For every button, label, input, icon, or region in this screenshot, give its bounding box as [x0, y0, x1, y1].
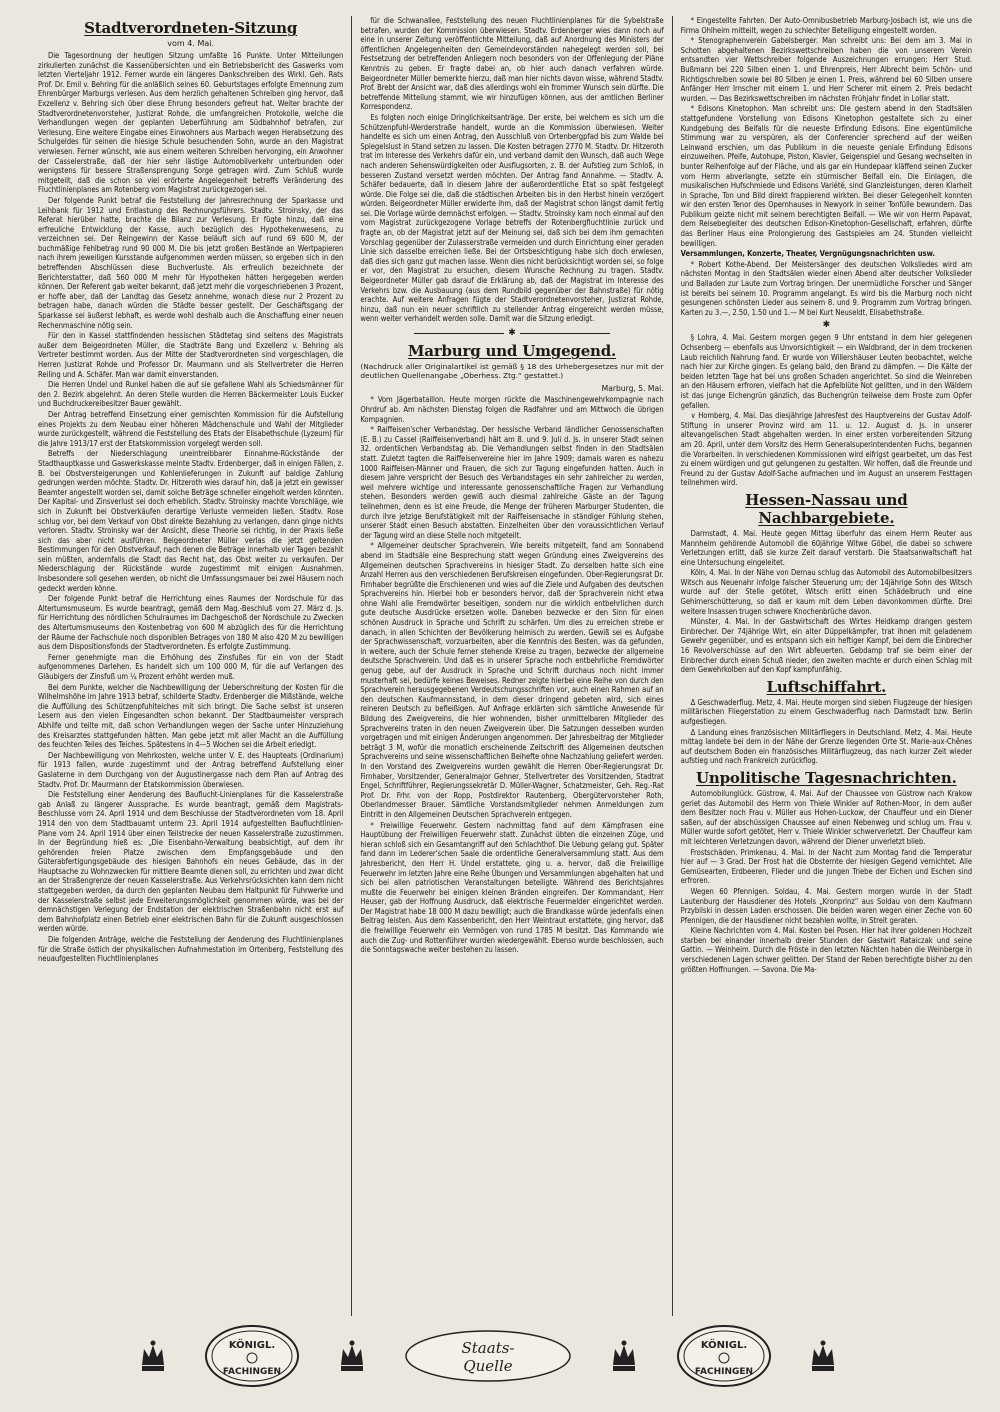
article-paragraph: Der folgende Punkt betraf die Herrichtung eines Raumes der Nordschule für das Altertumsmuseum. Es wurde beantragt, gemäß dem Mag.-Beschluß vom 27. März d. Js. für Herrichtung des nördlichen Schulraumes im Dachgeschoß der Nordschule zu Zwecken des Altertumsmuseums den Kostenbetrag von 600 M abzüglich des für die Herrichtung der Räume der Fachschule noch disponiblen Betrages von 180 M also 420 M zu bewilligen aus dem Dispositionsfonds der Stadtverordneten. Es erfolgte Zustimmung.: [38, 594, 344, 652]
events-items: [681, 260, 972, 318]
svg-text:Staats-: Staats-: [461, 1339, 515, 1357]
local-items: [681, 16, 972, 248]
unpol-item: Automobilunglück. Güstrow, 4. Mai. Auf der Chaussee von Güstrow nach Krakow geriet das Automobil des Herrn von Thiele Winkler auf Rothen-Moor, in dem außer dem Besitzer noch Frau v. Müller aus Hohen-Luckow, der Chauffeur und ein Diener saßen, auf der abschüssigen Chaussee auf einen Nebenweg und schlug um. Frau v. Müller wurde sofort getötet, Herr v. Thiele Winkler schwerverletzt. Der Chauffeur kam mit leichteren Verletzungen davon, während der Diener unverletzt blieb.: [680, 788, 973, 846]
article-paragraph: Der Antrag betreffend Einsetzung einer gemischten Kommission für die Aufstellung eines Projekts zu dem Neubau einer höheren Mädchenschule und Wahl der Mitglieder wurde zurückgestellt, während die Feststellung des Etats der Elisabethschule (Lyzeum) für die Jahre 1913/17 erst der Etatskommission vorgelegt werden soll.: [38, 409, 344, 448]
luft-items: [681, 698, 972, 766]
news-item: * Raiffeisen'scher Verbandstag. Der hessische Verband ländlicher Genossenschaften (E. B.) zu Cassel (Raiffeisenverband) hält am 8. und 9. Juli d. Js. in unserer Stadt seinen 32. ordentlichen Verbandstag ab. Die Verhandlungen selbst finden in den Stadtsälen statt. Zuletzt tagten die Raiffeisenvereine hier im Jahre 1909; damals waren es nahezu 1000 Raiffeisen-Männer und Frauen, die sich zur Tagung eingefunden hatten. Auch in diesem Jahre verspricht der Besuch des Verbandstages ein sehr zahlreicher zu werden, weil mehrere wichtige und interessante genossenschaftliche Fragen zur Verhandlung stehen. Besonders werden gewiß auch diesmal zahlreiche Gäste an der Tagung teilnehmen, denn es ist eine Freude, die Menge der früheren Marburger Studenten, die durch ihre jetzige Berufstätigkeit mit der Raiffeisensache in ständiger Fühlung stehen, unserer Stadt einen Besuch abstatten. Einzelheiten über den voraussichtlichen Verlauf der Tagung wird an diese Stelle noch mitgeteilt.: [360, 425, 664, 540]
region-items: [681, 333, 972, 488]
hessen-item: Köln, 4. Mai. In der Nähe von Dernau schlug das Automobil des Automobilbesitzers Witsch aus Neuenahr infolge falscher Steuerung um; der 14jährige Sohn des Witsch wurde auf der Stelle getötet, Witsch erlitt einen Schädelbruch und eine Gehirnerschütterung, so daß er kaum mit dem Leben davonkommen dürfte. Drei weitere Insassen trugen schwere Knochenbrüche davon.: [680, 568, 973, 616]
unpol-heading: Unpolitische Tagesnachrichten.: [696, 768, 957, 787]
news-item: * Freiwillige Feuerwehr. Gestern nachmittag fand auf dem Kämpfrasen eine Hauptübung der Freiwilligen Feuerwehr statt. Zunächst übten die einzelnen Züge, und hieran schloß sich ein Gesamtangriff auf den Schlachthof. Die Uebung gelang gut. Später fand dann im Lederer'schen Saale die ordentliche Generalversammlung statt. Aus dem Jahresbericht, den Herr H. Undel erstattete, ging u. a. hervor, daß die Freiwillige Feuerwehr im letzten Jahre eine Reihe Übungen und Versammlungen abgehalten hat und sich bei allen patriotischen Veranstaltungen beteiligte. Während des Berichtsjahres mußte die Feuerwehr bei einigen kleinen Bränden eingreifen. Der Kommandant, Herr Heuser, gab der Hoffnung Ausdruck, daß elektrische Feuermelder eingerichtet werden. Der Magistrat habe 18 000 M dazu bewilligt; auch die Brandkasse würde jedenfalls einen Beitrag leisten. Aus dem Kassenbericht, den Herr Weintraut erstattete, ging hervor, daß die freiwillige Feuerwehr ein Vermögen von rund 1785 M besitzt. Das Kommando wie auch die Zug- und Rottenführer wurden wiedergewählt. Ebenso wurde beschlossen, auch die Sonntagswache weiter bestehen zu lassen.: [360, 820, 664, 955]
fachingen-advertisement: [138, 1318, 838, 1394]
divider-star-icon: ✱: [508, 328, 516, 338]
crown-icon: [609, 1337, 639, 1375]
svg-text:KÖNIGL.: KÖNIGL.: [229, 1340, 276, 1351]
council-body: [38, 51, 343, 934]
article-paragraph: Für den in Kassel stattfindenden hessischen Städtetag sind seitens des Magistrats außer dem Beigeordneten Müller, die Stadträte Bang und Exzellenz v. Behring als Vertreter bestimmt worden. Aus der Mitte der Stadtverordneten sind vorgeschlagen, die Herren Justizrat Rohde und Professor Dr. Maurmann und als Stellvertreter die Herren Reiling und A. Schäfer. Man war damit einverstanden.: [38, 331, 344, 379]
article-paragraph: Die Herren Undel und Runkel haben die auf sie gefallene Wahl als Schiedsmänner für den 2. Bezirk abgelehnt. An deren Stelle wurden die Herren Bäckermeister Louis Eucker und Buchdruckereibesitzer Bauer gewählt.: [38, 380, 344, 409]
article-paragraph: Bei dem Punkte, welcher die Nachbewilligung der Ueberschreitung der Kosten für die Wilhelmshöhe im Jahre 1913 betraf, schilderte Stadtv. Erdenberger die Mißstände, welche die Auffüllung des Schützenpfuhlteiches mit sich bringt. Die Sache selbst ist unseren Lesern aus den vielen Eingesandten schon bekannt. Der Stadtbaumeister versprach Abhilfe und teilte mit, daß schon Verhandlungen wegen der Sache unter Hinzuziehung des Kreisarztes stattgefunden hätten. Man gebe jetzt mit aller Macht an die Auffüllung des feuchten Teiles des Teiches. Spätestens in 4—5 Wochen sei die Arbeit erledigt.: [38, 682, 344, 750]
council-final-paragraph: Die folgenden Anträge, welche die Feststellung der Aenderung des Fluchtlinienplanes für die Straße östlich der physikalischen Aufnahmestation im Ortenberg, Feststellung des neuaufgestellten Fluchtlinienplanes: [38, 935, 344, 964]
svg-text:KÖNIGL.: KÖNIGL.: [700, 1340, 747, 1351]
unpol-item: Kleine Nachrichten vom 4. Mai. Kosten bei Posen. Hier hat ihrer goldenen Hochzeit starben bei einander innerhalb dreier Stunden der Gastwirt Rataiczak und seine Gattin. — Weinheim. Durch die Fröste in den letzten Nächten haben die Weinberge in verschiedenen Lagen schwer gelitten. Der Stand der Reben berechtigte bisher zu den größten Hoffnungen. — Savona. Die Ma-: [680, 926, 973, 974]
article-paragraph: für die Schwanallee, Feststellung des neuen Fluchtlinienplanes für die Sybelstraße betrafen, wurden der Kommission überwiesen. Stadtv. Erdenberger wies dann noch auf eine in unserer Zeitung veröffentlichte Mitteilung, daß auf Anordnung des Ministers der öffentlichen Angelegenheiten den Gemeindevorständen nahegelegt werden soll, bei Festsetzung der betreffenden Anliegern noch besonders von der Offenlegung der Pläne Kenntnis zu geben. Er fragte dabei an, ob hier auch danach verfahren würde. Beigeordneter Müller bemerkte hierzu, daß man hier nichts davon wisse, während Stadtv. Prof. Brebt der Ansicht war, daß dies allerdings wohl ein frommer Wunsch sein dürfte. Die betreffende Mitteilung stammt, wie wir hinzufügen können, aus der amtlichen Berliner Korrespondenz.: [360, 16, 664, 112]
divider-bar: [520, 333, 610, 334]
hessen-item: Darmstadt, 4. Mai. Heute gegen Mittag überfuhr das einem Herrn Reuter aus Mannheim gehörende Automobil die 60jährige Witwe Göbel, die dabei so schwere Verletzungen erlitt, daß sie kurze Zeit darauf verstarb. Die Staatsanwaltschaft hat eine Untersuchung eingeleitet.: [680, 528, 973, 567]
luft-heading: Luftschiffahrt.: [766, 677, 887, 696]
article-paragraph: Betreffs der Niederschlagung uneintreibbarer Einnahme-Rückstände der Stadthauptkasse und Gaswerkskasse meinte Stadtv. Erdenberger, daß in einigen Fällen, z. B. bei Obstversteigerungen und Kohlenlieferungen in Zukunft auf baldige Zahlung gedrungen werden möchte. Stadtv. Dr. Hitzeroth wies darauf hin, daß ja jetzt ein gewisser Beamter angestellt worden sei, damit solche Beträge schneller eingeholt werden könnten. Der Kapital- und Zinsverlust sei doch erheblich. Stadtv. Stroinsky machte Vorschläge, wie sich in Zukunft bei Obstverkäufen derartige Verluste vermeiden ließen. Stadtv. Rose schlug vor, bei dem Verkauf von Obst direkte Bezahlung zu verlangen, dann ginge nichts verloren. Stadtv. Stroinsky war der Ansicht, diese Theorie sei richtig, in der Praxis ließe sich das aber nicht ausführen. Beigeordneter Müller verlas die jetzt geltenden Bestimmungen für den Obstverkauf, nach denen die Beträge innerhalb vier Tagen bezahlt sein müßten, andernfalls die Stadt das Recht hat, das Obst weiter zu verkaufen. Der Niederschlagung der Rückstände wurde zugestimmt mit einigen Ausnahmen. Insbesondere soll gesehen werden, ob nicht die Umfassungsmauer bei zwei Häusern noch gedeckt werden könne.: [38, 449, 344, 593]
crown-icon: [808, 1337, 838, 1375]
unpol-item: Frostschäden. Primkenau, 4. Mai. In der Nacht zum Montag fand die Temperatur hier auf — 3 Grad. Der Frost hat die Obsternte der hiesigen Gegend vernichtet. Alle Gemüsearten, Erdbeeren, Flieder und die jungen Triebe der Eichen und Eschen sind erfroren.: [680, 847, 973, 886]
divider-bar: [414, 333, 504, 334]
reprint-notice: (Nachdruck aller Originalartikel ist gemäß § 18 des Urhebergesetzes nur mit der deutlichen Quellenangabe „Oberhess. Ztg.“ gestattet.): [360, 362, 664, 381]
news-item: * Eingestellte Fahrten. Der Auto-Omnibusbetrieb Marburg-Josbach ist, wie uns die Firma Ohlheim mitteilt, wegen zu schlechter Beteiligung eingestellt worden.: [680, 16, 973, 35]
marburg-heading: Marburg und Umgegend.: [407, 342, 617, 360]
columns: [30, 16, 980, 1316]
crown-icon: [337, 1337, 367, 1375]
unpol-items: [681, 789, 972, 974]
column-3: [673, 16, 980, 1316]
section-divider: [360, 328, 663, 338]
svg-text:FACHINGEN: FACHINGEN: [694, 1367, 753, 1377]
luft-item: Δ Landung eines französischen Militärfliegers in Deutschland. Metz, 4. Mai. Heute mittag landete bei dem in der Nähe der Grenze liegenden Orte St. Marie-aux-Chênes auf deutschem Boden ein französisches Militärflugzeug, das nach kurzer Zeit wieder aufstieg und nach Frankreich zurückflog.: [680, 727, 973, 766]
article-paragraph: Die Feststellung einer Aenderung des Bauflucht-Linienplanes für die Kasselerstraße gab Anlaß zu längerer Aussprache. Es wurde beantragt, gemäß dem Magistrats-Beschlusse vom 24. April 1914 und dem Beschlusse der Stadtverordneten vom 18. April 1914 den von dem Stadtbauamt unterm 23. April 1914 aufgestellten Baufluchtlinien-Plane vom 24. April 1914 über einen Teilstrecke der neuen Kasselerstraße zuzustimmen. In der Begründung hieß es: „Die Eisenbahn-Verwaltung beabsichtigt, auf dem ihr gehörenden freien Platze zwischen dem Empfangsgebäude und den Güterabfertigungsgebäude des hiesigen Bahnhofs ein neues Gebäude, das in der Hauptsache zu Wohnzwecken für mittlere Beamte dienen soll, zu errichten und zwar dicht an der Straßengrenze der neuen Kasselerstraße. Aus Verkehrsrücksichten kann dem nicht stattgegeben werden, da durch den geplanten Neubau dem Haltpunkt für Fuhrwerke und der Kasselerstraße selbst jede Erweiterungsmöglichkeit genommen würde, was bei der demnächstigen Verlegung der Endstation der elektrischen Straßenbahn nicht erst auf dem Bahnhofplatz einen Betrieb einer elektrischen Bahn für die Zukunft ausgeschlossen werden würde.: [38, 790, 344, 934]
unpol-item: Wegen 60 Pfennigen. Soldau, 4. Mai. Gestern morgen wurde in der Stadt Lautenburg der Hausdiener des Hotels „Kronprinz“ aus Soldau von dem Kaufmann Przybilski in dessen Laden erschossen. Die beiden waren wegen einer Zeche von 60 Pfennigen, die der Hausdiener nicht bezahlen wollte, in Streit geraten.: [680, 886, 973, 925]
regional-item: § Lohra, 4. Mai. Gestern morgen gegen 9 Uhr entstand in dem hier gelegenen Ochsenberg — ebenfalls aus Unvorsichtigkeit — ein Waldbrand, der in dem trockenen Laub reichlich Nahrung fand. Er wurde von Willershäuser Leuten beobachtet, welche nach hier zur Kirche gingen. Es gelang bald, den Brand zu dämpfen. — Die Kälte der beiden letzten Tage hat bei uns großen Schaden angerichtet. So sind die Weinreben an den Häusern erfroren, vielfach hat die Apfelblüte Not gelitten, und in den Wäldern ist das junge Eichengrün gänzlich, das Buchengrün teilweise dem Froste zum Opfer gefallen.: [680, 333, 973, 410]
council-continuation: [360, 16, 663, 324]
article-paragraph: Ferner genehmigte man die Erhöhung des Zinsfußes für ein von der Stadt aufgenommenes Darlehen. Es handelt sich um 100 000 M, für die auf Verlangen des Gläubigers der Zinsfuß um ¼ Prozent erhöht werden muß.: [38, 652, 344, 681]
news-item: * Vom Jägerbataillon. Heute morgen rückte die Maschinengewehrkompagnie nach Ohrdruf ab. Am nächsten Dienstag folgen die Radfahrer und am Mittwoch die übrigen Kompagnien.: [360, 395, 664, 424]
marburg-dateline: Marburg, 5. Mai.: [601, 383, 664, 393]
article-paragraph: Der Nachbewilligung von Mehrkosten, welche unter V. E. des Haupteats (Ordinarium) für 1913 fallen, wurde zugestimmt und der Antrag betreffend Aufstellung einer Gaslaterne in dem Durchgang von der Augustinergasse nach dem Plan auf Antrag des Stadtv. Prof. Dr. Maurmann der Etatskommission überwiesen.: [38, 750, 344, 789]
luft-item: Δ Geschwaderflug. Metz, 4. Mai. Heute morgen sind sieben Flugzeuge der hiesigen militärischen Fliegerstation zu einem Geschwaderflug nach Darmstadt bzw. Berlin aufgestiegen.: [680, 697, 973, 726]
left-seal: [204, 1324, 300, 1388]
marburg-items: [360, 395, 663, 954]
crown-icon: [138, 1337, 168, 1375]
hessen-items: [681, 529, 972, 675]
hessen-heading: Hessen-Nassau und Nachbargebiete.: [745, 490, 908, 527]
column-2: [352, 16, 671, 1316]
event-item: * Robert Kothe-Abend. Der Meistersänger des deutschen Volksliedes wird am nächsten Montag in den Stadtsälen wieder einen Abend alter deutscher Volkslieder und Balladen zur Laute zum Vortrag bringen. Der unermüdliche Forscher und Sänger ist bereits bei seinem 10. Programm angelangt. Es wird bis die Marburg noch nicht gesungenen schönsten Lieder aus seinem 8. und 9. Programm zum Vortrag bringen. Karten zu 3.—, 2.50, 1.50 und 1.— M bei Kurt Neuseldt, Elisabethstraße.: [680, 259, 973, 317]
star-separator-icon: ✱: [822, 320, 831, 331]
news-item: * Stenographenverein Gabelsberger. Man schreibt uns: Bei dem am 3. Mai in Schotten abgehaltenen Bezirkswettschreiben haben die von unserem Verein entsandten vier Wettschreiber folgende Auszeichnungen errungen: Herr Stud. Bußmann bei 220 Silben einen 1. und Ehrenpreis, Herr Albrecht beim Schön- und Richtigschreiben sowie bei 80 Silben je einen 1. Preis, während bei 60 Silben unsere Anfänger Herr Irnscher mit einem 1. und Herr Scherer mit einem 2. Preis bedacht wurden. — Das Bezirkswettschreiben im nächsten Frühjahr findet in Lollar statt.: [680, 36, 973, 103]
news-item: * Allgemeiner deutscher Sprachverein. Wie bereits mitgeteilt, fand am Sonnabend abend im Stadtsäle eine Besprechung statt wegen Gründung eines Zweigvereins des Allgemeinen deutschen Sprachvereins in hiesiger Stadt. Zu derselben hatte sich eine Anzahl Herren aus den verschiedenen Berufskreisen eingefunden. Ober-Regierungsrat Dr. Firnhaber begrüßte die Erschienenen und wies auf die Ziele und Aufgaben des deutschen Sprachvereins hin. Hierbei hob er besonders hervor, daß der Sprachverein nicht etwa ohne Wahl alle Fremdwörter beseitigen, sondern nur die wirklich entbehrlichen durch gute deutsche Ausdrücke ersetzen wolle. Daneben bezwecke er den Sinn für einen schönen Ausdruck in Sprache und Schrift zu schärfen. Um dies zu erreichen strebe er danach, in allen Schichten der Bevölkerung heimisch zu werden. Gewiß sei es Aufgabe der Sprachwissenschaft, vorzuarbeiten, aber die Kenntnis des Besten, was da gefunden, in weitere, auch der Schule ferner stehende Kreise zu tragen, bezwecke der allgemeine deutsche Sprachverein. Und daß es in unserer Sprache noch entbehrliche Fremdwörter genug gebe, auf der Ausdruck in Sprache und Schrift durchaus noch nicht immer musterhaft sei, bedürfe keines Beweises. Redner zeigte hierbei eine Reihe von durch den Sprachverein herausgegebenen Verdeutschungsschriften vor, auch einen Rahmen auf an den deutschen Kaufmannsstand, in dem dieser dringend gebeten wird, sich eines reineren Deutsch zu befleißigen. Auf Anfrage erklärten sich sämtliche Anwesende für Bildung des Zweigvereins, die hier wohnenden, bisher unmittelbaren Mitglieder des Sprachvereins traten in den neuen Zweigverein über. Die Satzungen desselben wurden vorgetragen und mit einigen Änderungen angenommen. Der Jahresbeitrag der Mitglieder beträgt 3 M, wofür die monatlich erscheinende Zeitschrift des Allgemeinen deutschen Sprachvereins und seine wissenschaftlichen Beihefte ohne Nachzahlung geliefert werden. In den Vorstand des Zweigvereins wurden gewählt die Herren Ober-Regierungsrat Dr. Firnhaber, Vorsitzender, Generalmajor Gehner, Stellvertreter des Vorsitzenden, Stadtrat Engel, Schriftführer, Regierungssekretär D. Müller-Wagner, Schatzmeister, Geh. Reg.-Rat Prof. Dr. Frhr. von der Ropp, Postdirektor Rautenberg, Obergütervorsteher Roth, Oberlandmesser Brauer. Sämtliche Vorstandsmitglieder nehmen Anmeldungen zum Eintritt in den Allgemeinen Deutschen Sprachverein entgegen.: [360, 541, 664, 819]
right-seal: [676, 1324, 772, 1388]
regional-item: ∨ Homberg, 4. Mai. Das diesjährige Jahresfest des Hauptvereins der Gustav Adolf-Stiftung in unserer Provinz wird am 11. u. 12. August d. Js. in unserer altevangelischen Stadt abgehalten werden. In einer ersten vorbereitenden Sitzung am 20. April, unter dem Vorsitz des Herrn Generalsuperintendenten Fuchs, begannen die Vorarbeiten. In verschiedenen Kommissionen wird eifrigst gearbeitet, um das Fest zu einem würdigen und gut gelungenen zu gestalten. Wir hoffen, daß die Freunde und Freund zu der Gustav Adolf-Sache aufmachen und im August an unserem Festtagen teilnehmen wird.: [680, 411, 973, 488]
hessen-item: Münster, 4. Mai. In der Gastwirtschaft des Wirtes Heidkamp drangen gestern Einbrecher. Der 74jährige Wirt, ein alter Düppelkämpfer, trat ihnen mit geladenem Gewehr gegenüber, und es entspann sich ein heftiger Kampf, bei dem die Einbrecher 16 Revolverschüsse auf den Wirt abfeuerten. Gebdamp traf sie beim einer der Einbrecher durch einen Schuß nieder, den zweiten machte er durch einen Schlag mit dem Gewehrkolben auf den Kopf kampfunfähig.: [680, 617, 973, 675]
council-heading: Stadtverordneten-Sitzung: [84, 19, 298, 37]
article-paragraph: Es folgten noch einige Dringlichkeitsanträge. Der erste, bei welchem es sich um die Schützenpfuhl-Werderstraße handelt, wurde an die Kommission überwiesen. Weiter handelte es sich um einen Antrag, den Ausschluß von Ortenbergpfad bis zum Walde bei Spiegelslust in Stand setzen zu lassen. Die Kosten betragen 2770 M. Stadtv. Dr. Hitzeroth trat im Interesse des Verkehrs dafür ein, und verband damit den Wunsch, daß auch Wege nach anderen Sehenswürdigkeiten oder Ausflugsorten, z. B. der Aufstieg zum Schloß, in besseren Zustand versetzt werden möchten. Der Antrag fand Annahme. — Stadtv. A. Schäfer bedauerte, daß in diesem Jahre der außerordentliche Etat so spät festgelegt würde. Die Folge sei die, daß die städtischen Arbeiten bis in den Herbst hinein verzögert würden. Beigeordneter Müller erwiderte ihm, daß der Magistrat schon längst damit fertig sei. Die Vorlage würde demnächst erfolgen. — Stadtv. Stroinsky kam noch einmal auf den vom Magistrat zurückgezogene Vorlage betreffs der Rotenbergfluchtlinie zurück und fragte an, ob der Magistrat jetzt auf der Meinung sei, daß sich bei dem ihm gemachten Vorschlag gegenüber der Zulasserstraße vermeiden und durch Einrichtung einer geraden Linie sich dasselbe erreichen ließe. Bei der Ortsbesichtigung habe sich doch erwiesen, daß dies sich ganz gut machen lasse. Wenn dies nicht berücksichtigt worden sei, so folge er vor, den Magistrat zu ersuchen, diesem Wunsche Rechnung zu tragen. Stadtv. Beigeordneter Müller gab darauf die Erklärung ab, daß der Magistrat im Interesse des Verkehrs bzw. die Ausbauung (aus dem Rundbild gegenüber der Bahnstraße) für nötig erachte. Auf weitere Anfragen fügte der Stadtverordnetenvorsteher, Justizrat Rohde, hinzu, daß nun ein neuer schriftlich zu stellender Antrag eingereicht werden müsse, wenn weiter verhandelt werden solle. Damit war die Sitzung erledigt.: [360, 112, 664, 324]
svg-text:Quelle: Quelle: [463, 1357, 513, 1375]
news-item: * Edisons Kinetophon. Man schreibt uns: Die gestern abend in den Stadtsälen stattgefundene Vorstellung von Edisons Kinetophon gestaltete sich zu einer Kundgebung des Beifalls für die neueste Erfindung Edisons. Eine eigentümliche Stimmung war zu verspüren, als der Conferencier sprechend auf der weißen Leinwand erschien, um das Publikum in die neueste geniale Erfindung Edisons einzuweihen. Pfeife, Autohupe, Piston, Klavier, Geigenspiel und Gesang wechselten in bunter Reihenfolge auf der Fläche, und als gar ein Hundepaar kläffend seinen Zucker vom Herrn abverlangte, setzte ein stürmischer Beifall ein. Die Einlagen, die musikalischen Hufschmiede und Edisons Variété, sind Glanzleistungen, deren Klarheit in Sprache, Ton und Bild direkt frappierend wirkten. Bei dieser Gelegenheit konnten wir den ersten Tenor des Opernhauses in Newyork in seiner Tonfülle bewundern. Das Publikum geizte nicht mit seinem berechtigten Beifall. — Wie wir von Herrn Papavat, dem Reisebegleiter des deutschen Edison-Kinetophon-Gesellschaft, erfahren, dürfte das Berliner Haus eine Prolongierung des Gastspieles am 24. Stunden vielleicht bewilligen.: [680, 104, 973, 248]
svg-text:FACHINGEN: FACHINGEN: [223, 1367, 282, 1377]
article-paragraph: Die Tagesordnung der heutigen Sitzung umfaßte 16 Punkte. Unter Mitteilungen zirkulierten zunächst die Kassenübersichten und ein Betriebsbericht des Gaswerks vom letzten Vierteljahr 1912. Ferner wurde ein längeres Dankschreiben des Wirkl. Geh. Rats Prof. Dr. Emil v. Behring für die anläßlich seines 60. Geburtstages erfolgte Ernennung zum Ehrenbürger Marburgs verlesen. Aus dem herzlich gehaltenen Schreiben ging hervor, daß Exzellenz v. Behring sich über diese Ehrung besonders gefreut hat. Weiter brachte der Stadtverordnetenvorsteher, Justizrat Rohde, die umfangreichen Protokolle, welche die Verhandlungen wegen der geplanten Ueberführung am Südbahnhof betrafen, zur Verlesung. Eine weitere Eingabe eines Einwohners aus Marbach wegen Herabsetzung des Schulgeldes für seinen die hiesige Schule besuchenden Sohn, wurde an den Magistrat verwiesen. Ferner wünscht, wie aus einem weiteren Schreiben hervorging, ein Anwohner der Casselerstraße, daß der hier sehr lästige Automobilverkehr unterbunden oder wenigstens für bessere Straßensprengung Sorge getragen wird. Zum Schluß wurde mitgeteilt, daß die schon so viel erörterte Angelegenheit betreffs Veränderung des Fluchtlinienplanes am Rotenberg vom Magistrat zurückgezogen sei.: [38, 51, 344, 195]
council-subdate: vom 4. Mai.: [167, 39, 215, 48]
events-heading: Versammlungen, Konzerte, Theater, Vergnügungsnachrichten usw.: [680, 249, 935, 259]
staats-quelle-logo: [403, 1328, 573, 1384]
column-1: [30, 16, 351, 1316]
article-paragraph: Der folgende Punkt betraf die Feststellung der Jahresrechnung der Sparkasse und Leihbank für 1912 und Entlastung des Rechnungsführers. Stadtv. Stroinsky, der das Referat hierüber hatte, brachte die Bilanz zur Verlesung. Er fügte hinzu, daß eine erfreuliche Entwicklung der Kasse, auch bezüglich des Hypothekenwesens, zu verzeichnen sei. Der Reingewinn der Kasse beläuft sich auf rund 69 600 M, der buchmäßige Fehlbetrag rund 90 000 M. Die bis jetzt großen Bestände an Wertpapieren nach ihrem jeweiligen Kursstande aufgenommen werden müssen, so ergeben sich in den betreffenden Abschlüssen diese Buchverluste. Als erfreulich bezeichnete der Berichterstatter, daß 560 000 M mehr für Hypotheken hätten hergegeben werden können. Der Referent gab weiter bekannt, daß jetzt mehr die vorgeschriebenen 3 Prozent, er hoffe aber, daß der Landtag das Gesetz annehme, wonach diese nur 2 Prozent zu betragen habe, danach würden die Städte besser gestellt. Der Geschäftsgang der Sparkasse sei äußerst lebhaft, es werde wohl deshalb auch die Anschaffung einer neuen Rechenmaschine nötig sein.: [38, 195, 344, 330]
